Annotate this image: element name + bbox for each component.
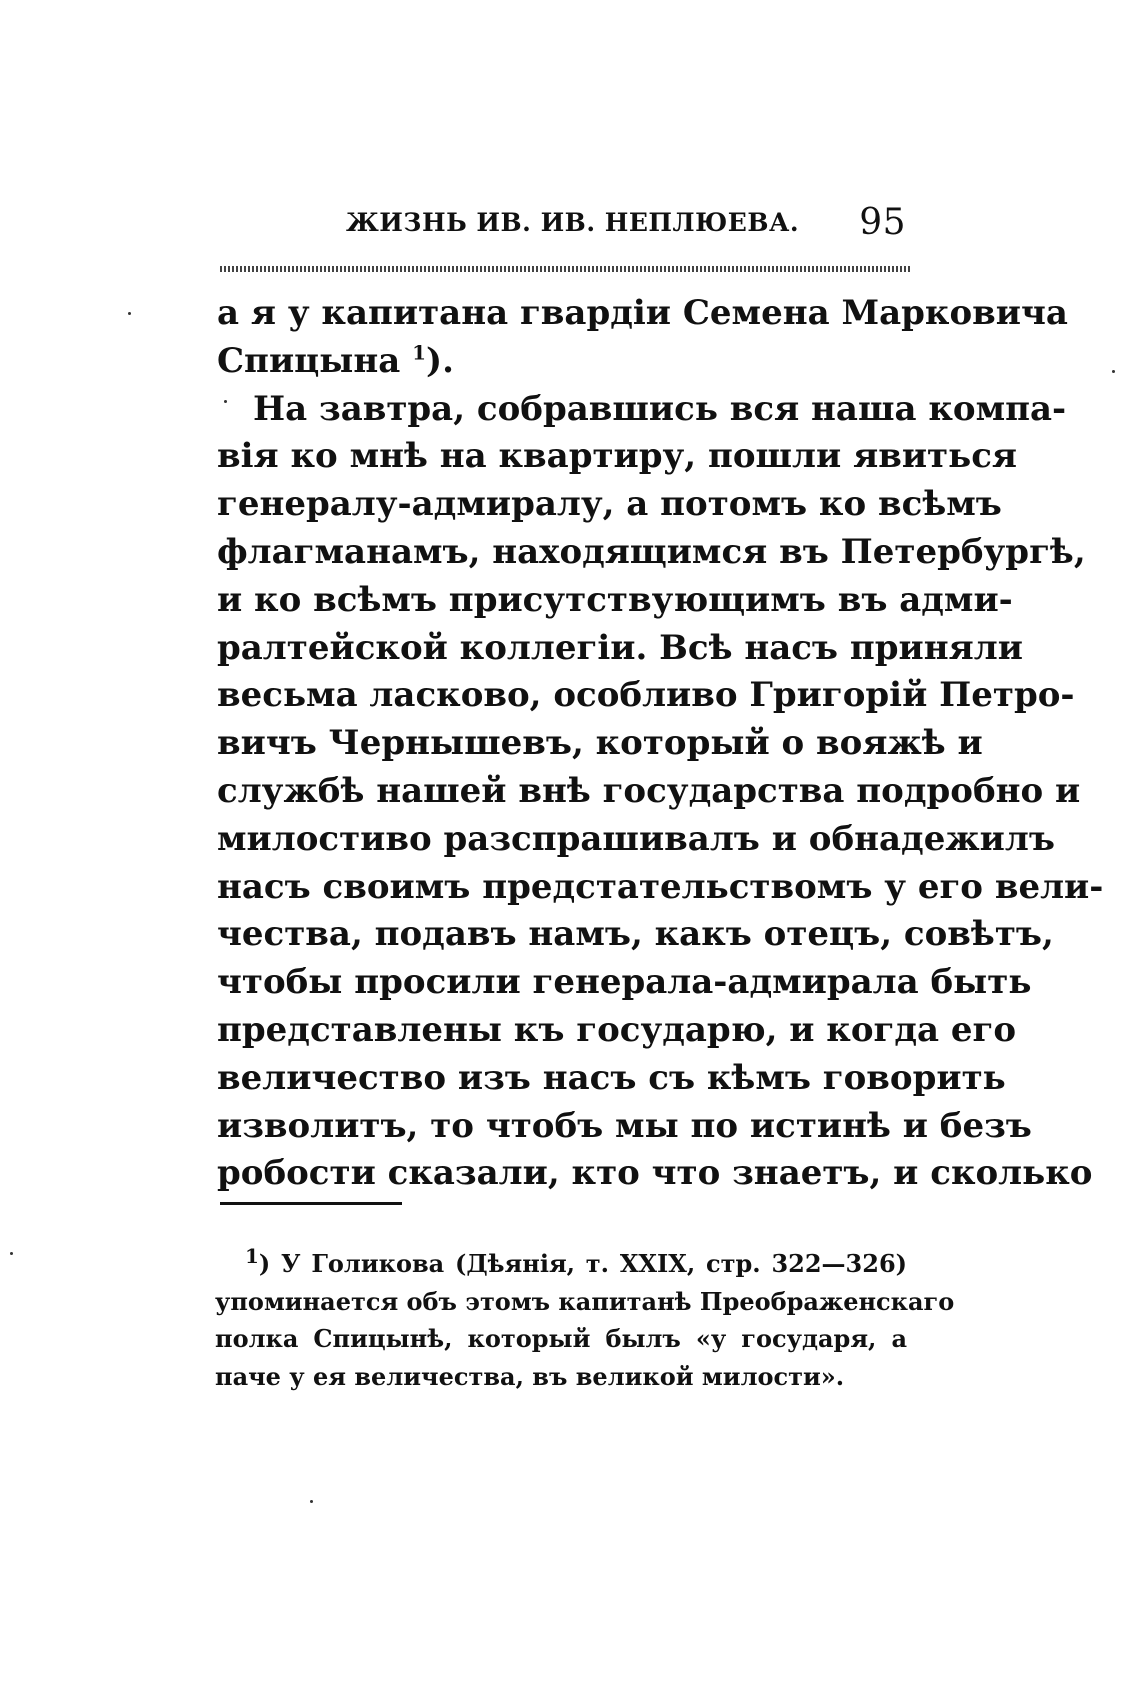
text-line: и ко всѣмъ присутствующимъ въ адми- bbox=[217, 579, 1013, 620]
footnote-reference: 1 bbox=[412, 340, 427, 365]
footnote-separator bbox=[220, 1202, 402, 1205]
page-number: 95 bbox=[859, 202, 906, 243]
scan-speck bbox=[310, 1500, 313, 1503]
header-rule bbox=[220, 266, 910, 272]
text-line: чества, подавъ намъ, какъ отецъ, совѣтъ, bbox=[217, 914, 1054, 955]
text-line: а я у капитана гвардіи Семена Марковича bbox=[217, 293, 1068, 333]
footnote-line: полка Спицынѣ, который былъ «у государя, а bbox=[215, 1324, 907, 1353]
scan-speck bbox=[10, 1252, 13, 1255]
scan-speck bbox=[224, 400, 227, 403]
text-line: флагманамъ, находящимся въ Петербургѣ, bbox=[217, 531, 1086, 572]
text-line: На завтра, собравшись вся наша компа- bbox=[253, 388, 1067, 429]
footnote-line-content: ) У Голикова (Дѣянія, т. XXIX, стр. 322—326) bbox=[258, 1249, 907, 1278]
main-text bbox=[217, 290, 1104, 1198]
footnote-line bbox=[215, 1245, 907, 1283]
text-line-content: Спицына bbox=[217, 340, 401, 381]
text-line: службѣ нашей внѣ государства подробно и bbox=[217, 770, 1081, 811]
footnote bbox=[215, 1244, 955, 1395]
text-line: представлены къ государю, и когда его bbox=[217, 1009, 1017, 1050]
text-line: вія ко мнѣ на квартиру, пошли явиться bbox=[217, 436, 1018, 477]
text-line: насъ своимъ предстательствомъ у его вели- bbox=[217, 866, 1104, 907]
text-line bbox=[217, 338, 910, 386]
text-line: вичъ Чернышевъ, который о вояжѣ и bbox=[217, 723, 983, 764]
text-line: величество изъ насъ съ кѣмъ говорить bbox=[217, 1057, 1006, 1098]
text-line: генералу-адмиралу, а потомъ ко всѣмъ bbox=[217, 484, 1002, 525]
text-line: изволитъ, то чтобъ мы по истинѣ и безъ bbox=[217, 1105, 1032, 1146]
footnote-marker: 1 bbox=[245, 1244, 259, 1268]
text-line: ралтейской коллегіи. Всѣ насъ приняли bbox=[217, 627, 1023, 668]
text-line-suffix: ). bbox=[426, 340, 454, 381]
footnote-line: упоминается объ этомъ капитанѣ Преображенскаго bbox=[215, 1286, 955, 1316]
scan-speck bbox=[1112, 370, 1115, 373]
text-line: чтобы просили генерала-адмирала быть bbox=[217, 962, 1032, 1003]
footnote-line: паче у ея величества, въ великой милости». bbox=[215, 1361, 845, 1391]
scan-speck bbox=[128, 312, 131, 315]
text-line: робости сказали, кто что знаетъ, и сколько bbox=[217, 1153, 1093, 1194]
text-line: весьма ласково, особливо Григорій Петро- bbox=[217, 675, 1075, 716]
running-title: ЖИЗНЬ ИВ. ИВ. НЕПЛЮЕВА. bbox=[346, 208, 800, 237]
text-line: милостиво разспрашивалъ и обнадежилъ bbox=[217, 818, 1055, 859]
